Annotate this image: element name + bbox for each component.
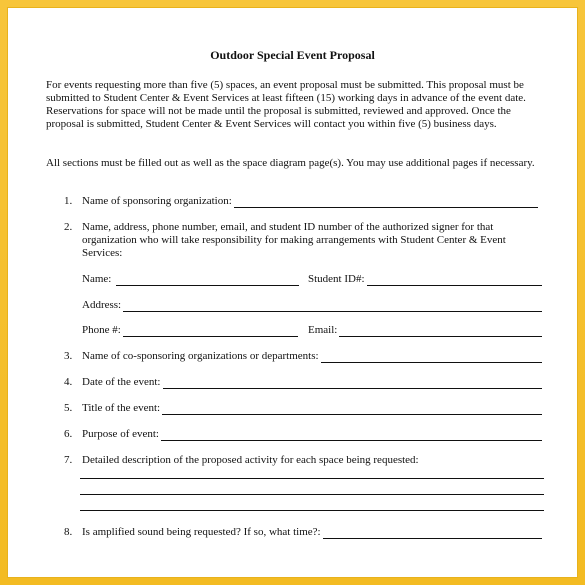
signer-address-line[interactable] (123, 301, 542, 312)
item-label: Name of co-sponsoring organizations or departments: (82, 350, 319, 362)
item-label: Date of the event: (82, 376, 161, 388)
event-title-field[interactable] (82, 402, 542, 415)
item-number: 5. (64, 402, 73, 414)
student-id-label: Student ID#: (308, 273, 365, 285)
amplified-sound-field[interactable] (82, 526, 542, 539)
sponsoring-organization-line[interactable] (234, 197, 538, 208)
intro-paragraph: For events requesting more than five (5) spaces, an event proposal must be submitted. This proposal must be submitted to Student Center & Event Services at least fifteen (15) working days in advance of the event date. Reservations for space will not be made until the proposal is submitted, reviewed and approved. Once the proposal is submitted, Student Center & Event Services will contact you within five (5) business days. (46, 79, 526, 130)
signer-phone-line[interactable] (123, 326, 298, 337)
item-number: 7. (64, 454, 73, 466)
signer-phone-field[interactable] (82, 324, 298, 337)
email-label: Email: (308, 324, 338, 336)
item-number: 3. (64, 350, 73, 362)
signer-address-field[interactable] (82, 299, 542, 312)
document-title: Outdoor Special Event Proposal (210, 48, 375, 62)
item-number: 4. (64, 376, 73, 388)
signer-name-field[interactable] (82, 273, 299, 286)
activity-description-line[interactable] (80, 478, 544, 479)
phone-label: Phone #: (82, 324, 121, 336)
item-number: 6. (64, 428, 73, 440)
instructions-paragraph: All sections must be filled out as well as the space diagram page(s). You may use additional pages if necessary. (46, 157, 535, 169)
activity-description-line[interactable] (80, 494, 544, 495)
item-number: 1. (64, 195, 73, 207)
amplified-sound-line[interactable] (323, 528, 542, 539)
event-date-line[interactable] (163, 378, 543, 389)
name-label: Name: (82, 273, 112, 285)
event-title-line[interactable] (162, 404, 542, 415)
student-id-field[interactable] (308, 273, 542, 286)
item-number: 8. (64, 526, 73, 538)
item-label: Name of sponsoring organization: (82, 195, 232, 207)
co-sponsoring-line[interactable] (321, 352, 542, 363)
activity-description-line[interactable] (80, 510, 544, 511)
signer-email-line[interactable] (339, 326, 542, 337)
event-date-field[interactable] (82, 376, 542, 389)
authorized-signer-label: Name, address, phone number, email, and student ID number of the authorized signer for that organization who will take responsibility for making arrangements with Student Center & Event Services: (82, 221, 506, 259)
signer-email-field[interactable] (308, 324, 542, 337)
event-purpose-line[interactable] (161, 430, 542, 441)
item-label: Is amplified sound being requested? If so, what time?: (82, 526, 321, 538)
event-purpose-field[interactable] (82, 428, 542, 441)
student-id-line[interactable] (367, 275, 542, 286)
item-label: Title of the event: (82, 402, 161, 414)
activity-description-label: Detailed description of the proposed activity for each space being requested: (82, 454, 419, 466)
item-number: 2. (64, 221, 73, 233)
signer-name-line[interactable] (116, 275, 299, 286)
sponsoring-organization-field[interactable] (82, 195, 538, 208)
item-label: Purpose of event: (82, 428, 159, 440)
co-sponsoring-organizations-field[interactable] (82, 350, 542, 363)
address-label: Address: (82, 299, 122, 311)
